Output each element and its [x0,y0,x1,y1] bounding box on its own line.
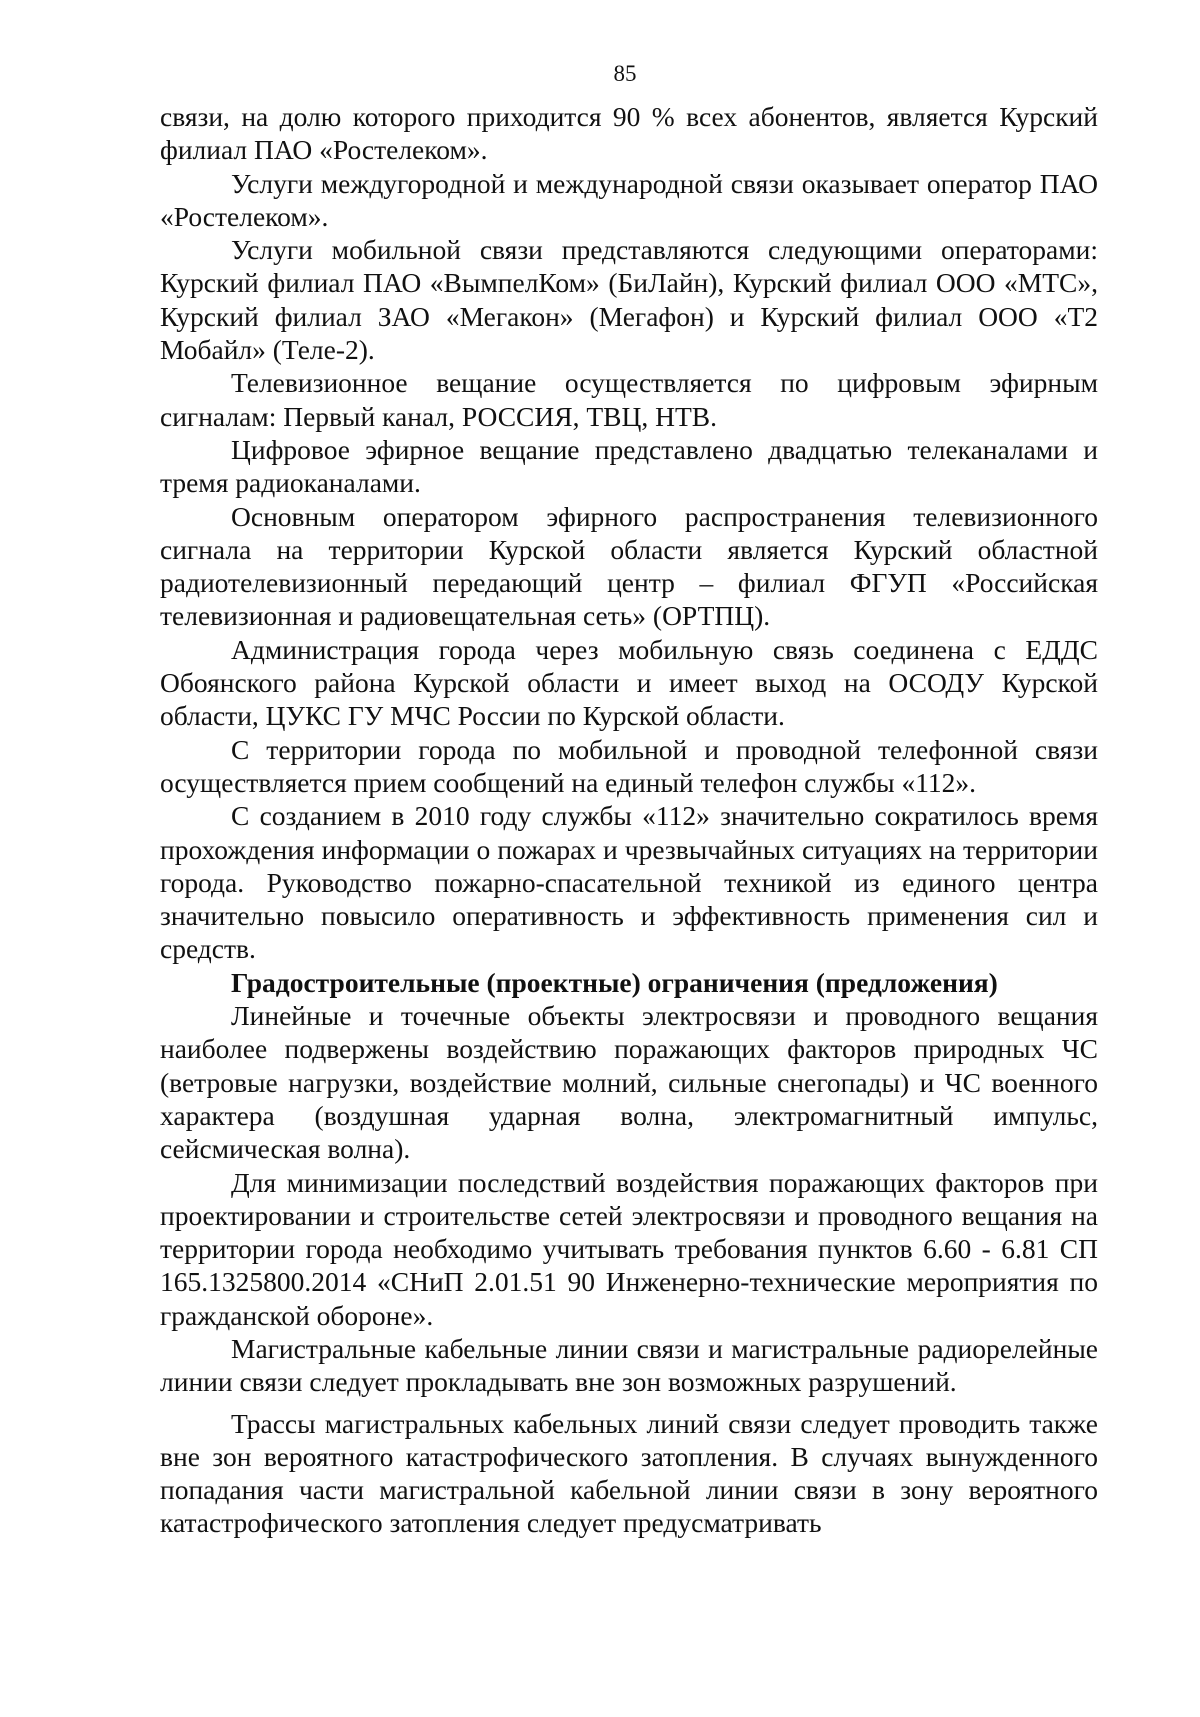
paragraph-administration-link: Администрация города через мобильную связь соединена с ЕДДС Обоянского района Курской области и имеет выход на ОСОДУ Курской области, ЦУКС ГУ МЧС России по Курской области. [160,633,1098,732]
paragraph-trunk-lines: Магистральные кабельные линии связи и магистральные радиорелейные линии связи следует прокладывать вне зон возможных разрушений. [160,1332,1098,1398]
paragraph-112-service: С созданием в 2010 году службы «112» значительно сократилось время прохождения информации о пожарах и чрезвычайных ситуациях на территории города. Руководство пожарно-спасательной техникой из единого центра значительно повысило оперативность и эффективность применения сил и средств. [160,800,1098,965]
paragraph-emergency-number: С территории города по мобильной и проводной телефонной связи осуществляется прием сообщений на единый телефон службы «112». [160,733,1098,798]
paragraph-design-requirements: Для минимизации последствий воздействия поражающих факторов при проектировании и строительстве сетей электросвязи и проводного вещания на территории города необходимо учитывать требования пунктов 6.60 - 6.81 СП 165.1325800.2014 «СНиП 2.01.51 90 Инженерно-технические мероприятия по гражданской обороне». [160,1166,1098,1331]
paragraph-tv-broadcasting: Телевизионное вещание осуществляется по цифровым эфирным сигналам: Первый канал, РОССИЯ, ТВЦ, НТВ. [160,367,1098,432]
paragraph-vulnerable-objects: Линейные и точечные объекты электросвязи и проводного вещания наиболее подвержены воздействию поражающих факторов природных ЧС (ветровые нагрузки, воздействие молний, сильные снегопады) и ЧС военного характера (воздушная ударная волна, электромагнитный импульс, сейсмическая волна). [160,1000,1098,1165]
paragraph-long-distance-services: Услуги междугородной и международной связи оказывает оператор ПАО «Ростелеком». [160,167,1098,232]
paragraph-cable-routes: Трассы магистральных кабельных линий связи следует проводить также вне зон вероятного катастрофического затопления. В случаях вынужденного попадания части магистральной кабельной линии связи в зону вероятного катастрофического затопления следует предусматривать [160,1407,1098,1539]
section-heading: Градостроительные (проектные) ограничения (предложения) [231,966,998,998]
paragraph-continuation: связи, на долю которого приходится 90 % всех абонентов, является Курский филиал ПАО «Ростелеком». [160,101,1098,166]
page-body [160,100,1098,1540]
paragraph-broadcast-operator: Основным оператором эфирного распространения телевизионного сигнала на территории Курской области является Курский областной радиотелевизионный передающий центр – филиал ФГУП «Российская телевизионная и радиовещательная сеть» (ОРТПЦ). [160,500,1098,632]
paragraph-digital-broadcasting: Цифровое эфирное вещание представлено двадцатью телеканалами и тремя радиоканалами. [160,433,1098,499]
page-number: 85 [613,61,637,86]
paragraph-mobile-operators: Услуги мобильной связи представляются следующими операторами: Курский филиал ПАО «ВымпелКом» (БиЛайн), Курский филиал ООО «МТС», Курский филиал ЗАО «Мегакон» (Мегафон) и Курский филиал ООО «Т2 Мобайл» (Теле-2). [160,234,1098,366]
